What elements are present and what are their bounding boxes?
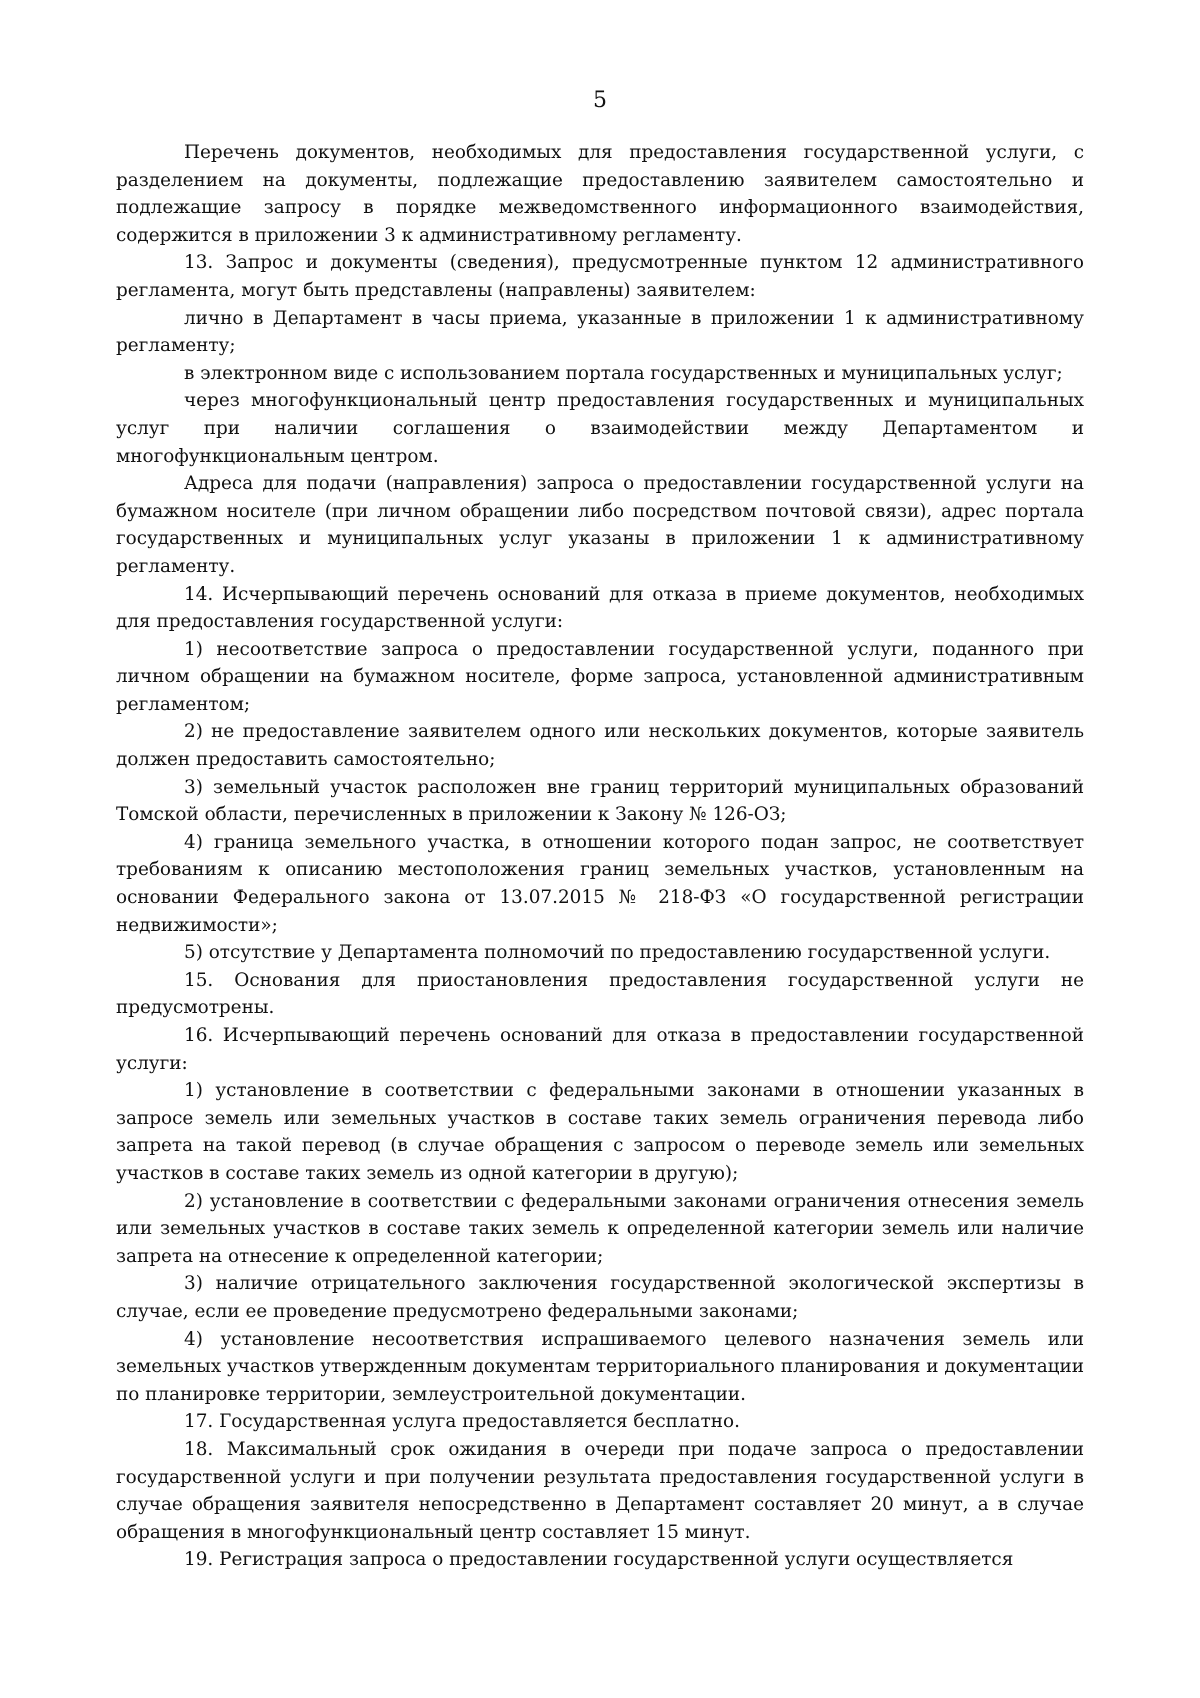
- paragraph-16-item-4: 4) установление несоответствия испрашиваемого целевого назначения земель или земельных участков утвержденным документам территориального планирования и документации по планировке территории, землеустроительной документации.: [116, 1328, 1084, 1405]
- paragraph-13-electronic: в электронном виде с использованием портала государственных и муниципальных услуг;: [184, 362, 1063, 384]
- paragraph-15: 15. Основания для приостановления предоставления государственной услуги не предусмотрены.: [116, 969, 1084, 1019]
- paragraph-17: 17. Государственная услуга предоставляется бесплатно.: [184, 1411, 740, 1433]
- paragraph-documents-list: Перечень документов, необходимых для предоставления государственной услуги, с разделением на документы, подлежащие предоставлению заявителем самостоятельно и подлежащие запросу в порядке межведомственного информационного взаимодействия, содержится в приложении 3 к административному регламенту.: [116, 142, 1084, 246]
- paragraph-16-item-1: 1) установление в соответствии с федеральными законами в отношении указанных в запросе земель или земельных участков в составе таких земель ограничения перевода либо запрета на такой перевод (в случае обращения с запросом о переводе земель или земельных участков в составе таких земель из одной категории в другую);: [116, 1080, 1084, 1184]
- paragraph-16-item-2: 2) установление в соответствии с федеральными законами ограничения отнесения земель или земельных участков в составе таких земель к определенной категории земель или наличие запрета на отнесение к определенной категории;: [116, 1190, 1084, 1267]
- paragraph-16: 16. Исчерпывающий перечень оснований для отказа в предоставлении государственной услуги:: [116, 1025, 1084, 1074]
- paragraph-14-item-1: 1) несоответствие запроса о предоставлении государственной услуги, поданного при личном обращении на бумажном носителе, форме запроса, установленной административным регламентом;: [116, 638, 1084, 715]
- paragraph-14-item-3: 3) земельный участок расположен вне границ территорий муниципальных образований Томской области, перечисленных в приложении к Закону № 126-ОЗ;: [116, 776, 1084, 826]
- paragraph-14-item-4: 4) граница земельного участка, в отношении которого подан запрос, не соответствует требованиям к описанию местоположения границ земельных участков, установленным на основании Федерального закона от 13.07.2015 № 218-ФЗ «О государственной регистрации недвижимости»;: [116, 831, 1084, 936]
- paragraph-13-mfc: через многофункциональный центр предоставления государственных и муниципальных услуг при наличии соглашения о взаимодействии между Департаментом и многофункциональным центром.: [116, 390, 1084, 467]
- paragraph-14-item-5: 5) отсутствие у Департамента полномочий по предоставлению государственной услуги.: [184, 942, 1051, 964]
- paragraph-14: 14. Исчерпывающий перечень оснований для отказа в приеме документов, необходимых для предоставления государственной услуги:: [116, 583, 1084, 633]
- paragraph-addresses: Адреса для подачи (направления) запроса о предоставлении государственной услуги на бумажном носителе (при личном обращении либо посредством почтовой связи), адрес портала государственных и муниципальных услуг указаны в приложении 1 к административному регламенту.: [116, 473, 1084, 577]
- document-body: [116, 139, 1084, 1574]
- paragraph-14-item-2: 2) не предоставление заявителем одного или нескольких документов, которые заявитель должен предоставить самостоятельно;: [116, 721, 1084, 771]
- paragraph-13: 13. Запрос и документы (сведения), предусмотренные пунктом 12 административного регламента, могут быть представлены (направлены) заявителем:: [116, 252, 1084, 301]
- paragraph-18: 18. Максимальный срок ожидания в очереди при подаче запроса о предоставлении государственной услуги и при получении результата предоставления государственной услуги в случае обращения заявителя непосредственно в Департамент составляет 20 минут, а в случае обращения в многофункциональный центр составляет 15 минут.: [116, 1438, 1084, 1543]
- paragraph-19: 19. Регистрация запроса о предоставлении государственной услуги осуществляется: [184, 1549, 1014, 1571]
- page-number: 5: [593, 88, 607, 113]
- paragraph-13-in-person: лично в Департамент в часы приема, указанные в приложении 1 к административному регламенту;: [116, 307, 1084, 357]
- paragraph-16-item-3: 3) наличие отрицательного заключения государственной экологической экспертизы в случае, если ее проведение предусмотрено федеральными законами;: [116, 1273, 1084, 1322]
